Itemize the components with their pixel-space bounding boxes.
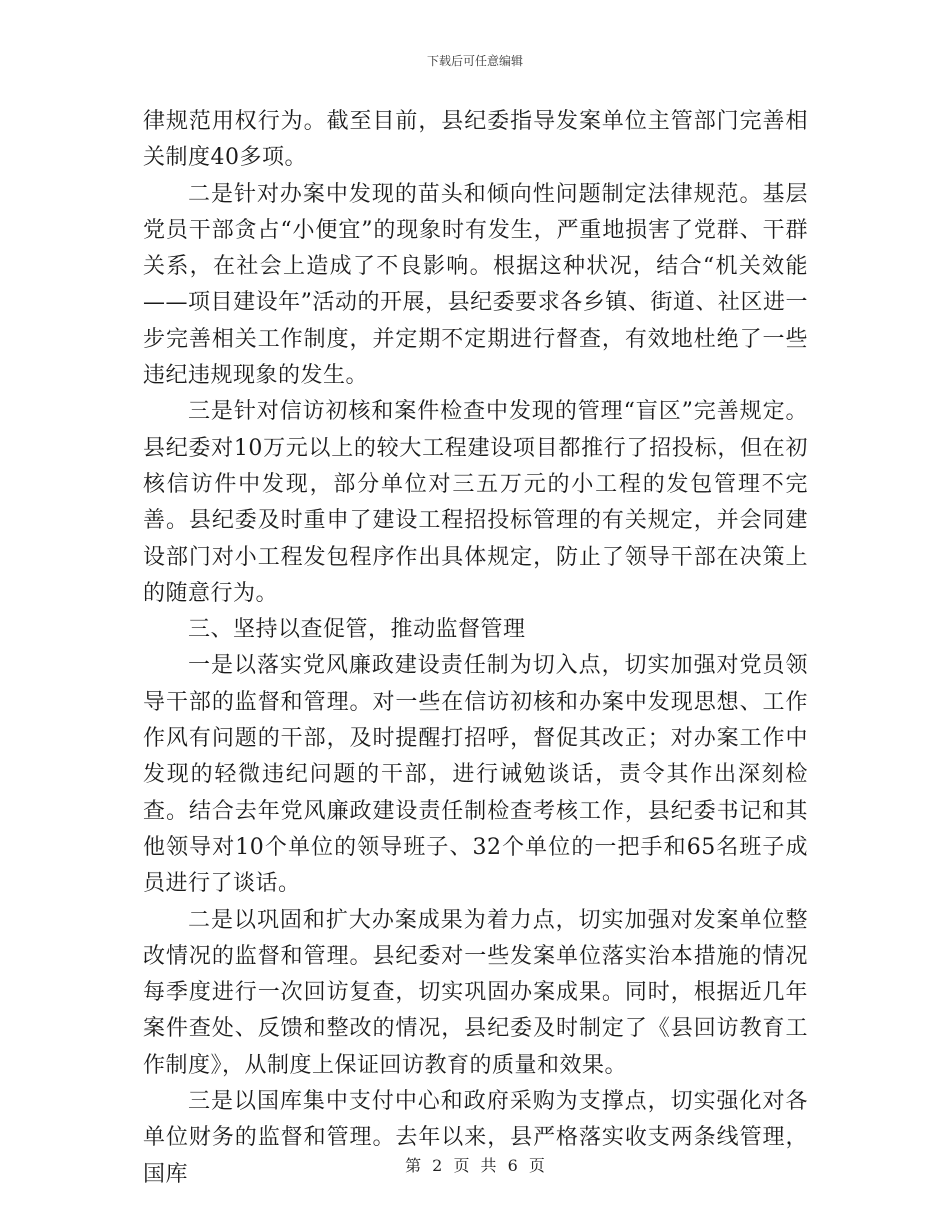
paragraph-section3-point-one: 一是以落实党风廉政建设责任制为切入点，切实加强对党员领导干部的监督和管理。对一些在信访初核和办案中发现思想、工作作风有问题的干部，及时提醒打招呼，督促其改正；对办案工作中发现的轻微违纪问题的干部，进行诫勉谈话，责令其作出深刻检查。结合去年党风廉政建设责任制检查考核工作，县纪委书记和其他领导对10个单位的领导班子、32个单位的一把手和65名班子成员进行了谈话。	[143, 653, 808, 897]
section-heading-three: 三、坚持以查促管，推动监督管理	[188, 617, 526, 643]
page-header: 下载后可任意编辑	[426, 54, 523, 68]
paragraph-point-two: 二是针对办案中发现的苗头和倾向性问题制定法律规范。基层党员干部贪占“小便宜”的现象时有发生，严重地损害了党群、干群关系，在社会上造成了不良影响。根据这种状况，结合“机关效能——项目建设年”活动的开展，县纪委要求各乡镇、街道、社区进一步完善相关工作制度，并定期不定期进行督查，有效地杜绝了一些违纪违规现象的发生。	[143, 181, 808, 389]
document-body	[143, 104, 808, 1193]
paragraph-continuation: 律规范用权行为。截至目前，县纪委指导发案单位主管部门完善相关制度40多项。	[143, 109, 808, 171]
page-number-footer: 第 2 页 共 6 页	[405, 1156, 545, 1175]
paragraph-section3-point-two: 二是以巩固和扩大办案成果为着力点，切实加强对发案单位整改情况的监督和管理。县纪委对一些发案单位落实治本措施的情况每季度进行一次回访复查，切实巩固办案成果。同时，根据近几年案件查处、反馈和整改的情况，县纪委及时制定了《县回访教育工作制度》，从制度上保证回访教育的质量和效果。	[143, 907, 808, 1078]
paragraph-point-three: 三是针对信访初核和案件检查中发现的管理“盲区”完善规定。县纪委对10万元以上的较大工程建设项目都推行了招投标，但在初核信访件中发现，部分单位对三五万元的小工程的发包管理不完善。县纪委及时重申了建设工程招投标管理的有关规定，并会同建设部门对小工程发包程序作出具体规定，防止了领导干部在决策上的随意行为。	[143, 399, 808, 606]
paragraph-section3-point-three: 三是以国库集中支付中心和政府采购为支撑点，切实强化对各单位财务的监督和管理。去年以来，县严格落实收支两条线管理，国库	[143, 1089, 808, 1187]
